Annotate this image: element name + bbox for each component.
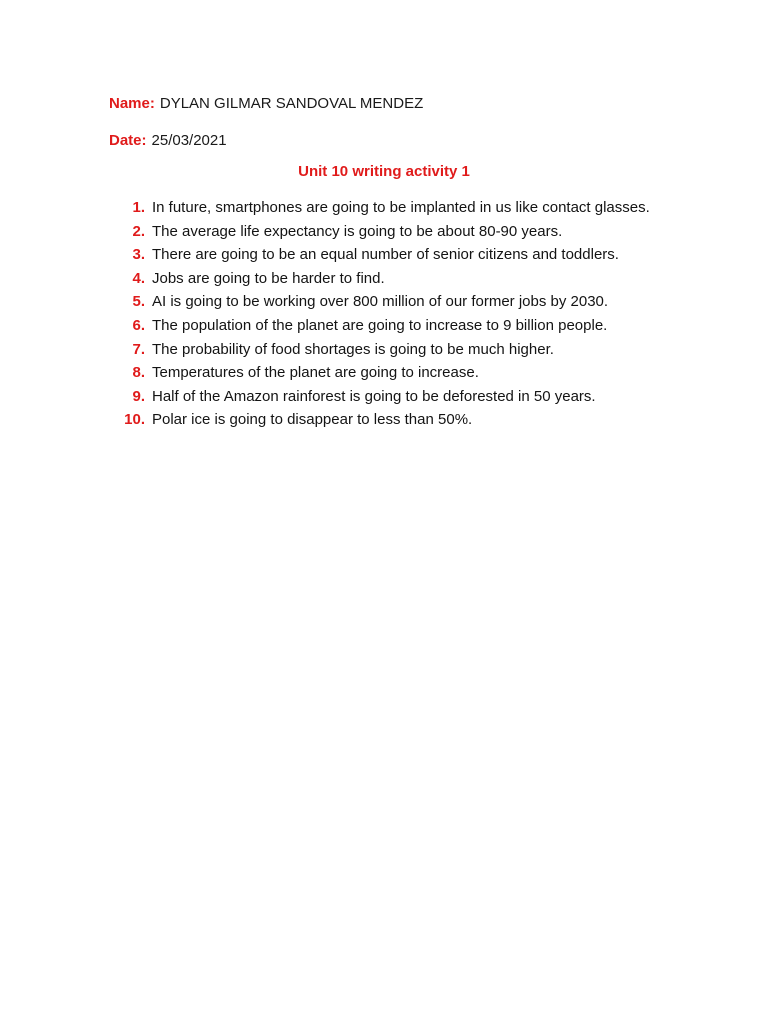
item-number: 9.	[132, 387, 145, 405]
item-number: 5.	[132, 293, 145, 311]
item-text: Jobs are going to be harder to find.	[152, 269, 385, 287]
date-line	[109, 131, 227, 151]
item-text: Temperatures of the planet are going to increase.	[152, 364, 479, 382]
item-text: Half of the Amazon rainforest is going to be deforested in 50 years.	[152, 387, 596, 405]
item-text: The average life expectancy is going to be about 80-90 years.	[152, 222, 563, 240]
list-item	[0, 290, 768, 314]
name-label: Name:	[109, 95, 155, 112]
item-number: 10.	[124, 411, 145, 429]
item-number: 8.	[132, 364, 145, 382]
item-number: 4.	[132, 269, 145, 287]
list-item	[0, 267, 768, 291]
list-item	[0, 385, 768, 409]
name-line	[109, 94, 423, 114]
item-number: 3.	[132, 246, 145, 264]
item-number: 7.	[132, 340, 145, 358]
list-item	[0, 314, 768, 338]
document-title: Unit 10 writing activity 1	[298, 163, 470, 180]
prediction-list	[0, 196, 768, 432]
date-value: 25/03/2021	[151, 132, 227, 149]
item-text: The population of the planet are going to increase to 9 billion people.	[152, 316, 608, 334]
student-name: DYLAN GILMAR SANDOVAL MENDEZ	[159, 95, 424, 112]
item-text: Polar ice is going to disappear to less than 50%.	[152, 411, 473, 429]
item-text: AI is going to be working over 800 million of our former jobs by 2030.	[152, 293, 609, 311]
item-text: There are going to be an equal number of senior citizens and toddlers.	[152, 246, 619, 264]
list-item	[0, 243, 768, 267]
list-item	[0, 408, 768, 432]
date-label: Date:	[109, 132, 147, 149]
list-item	[0, 220, 768, 244]
item-text: In future, smartphones are going to be implanted in us like contact glasses.	[152, 199, 650, 216]
item-text: The probability of food shortages is going to be much higher.	[152, 340, 554, 358]
list-item	[0, 338, 768, 362]
item-number: 1.	[132, 199, 145, 216]
list-item	[0, 196, 768, 220]
item-number: 6.	[132, 316, 145, 334]
item-number: 2.	[132, 222, 145, 240]
list-item	[0, 361, 768, 385]
